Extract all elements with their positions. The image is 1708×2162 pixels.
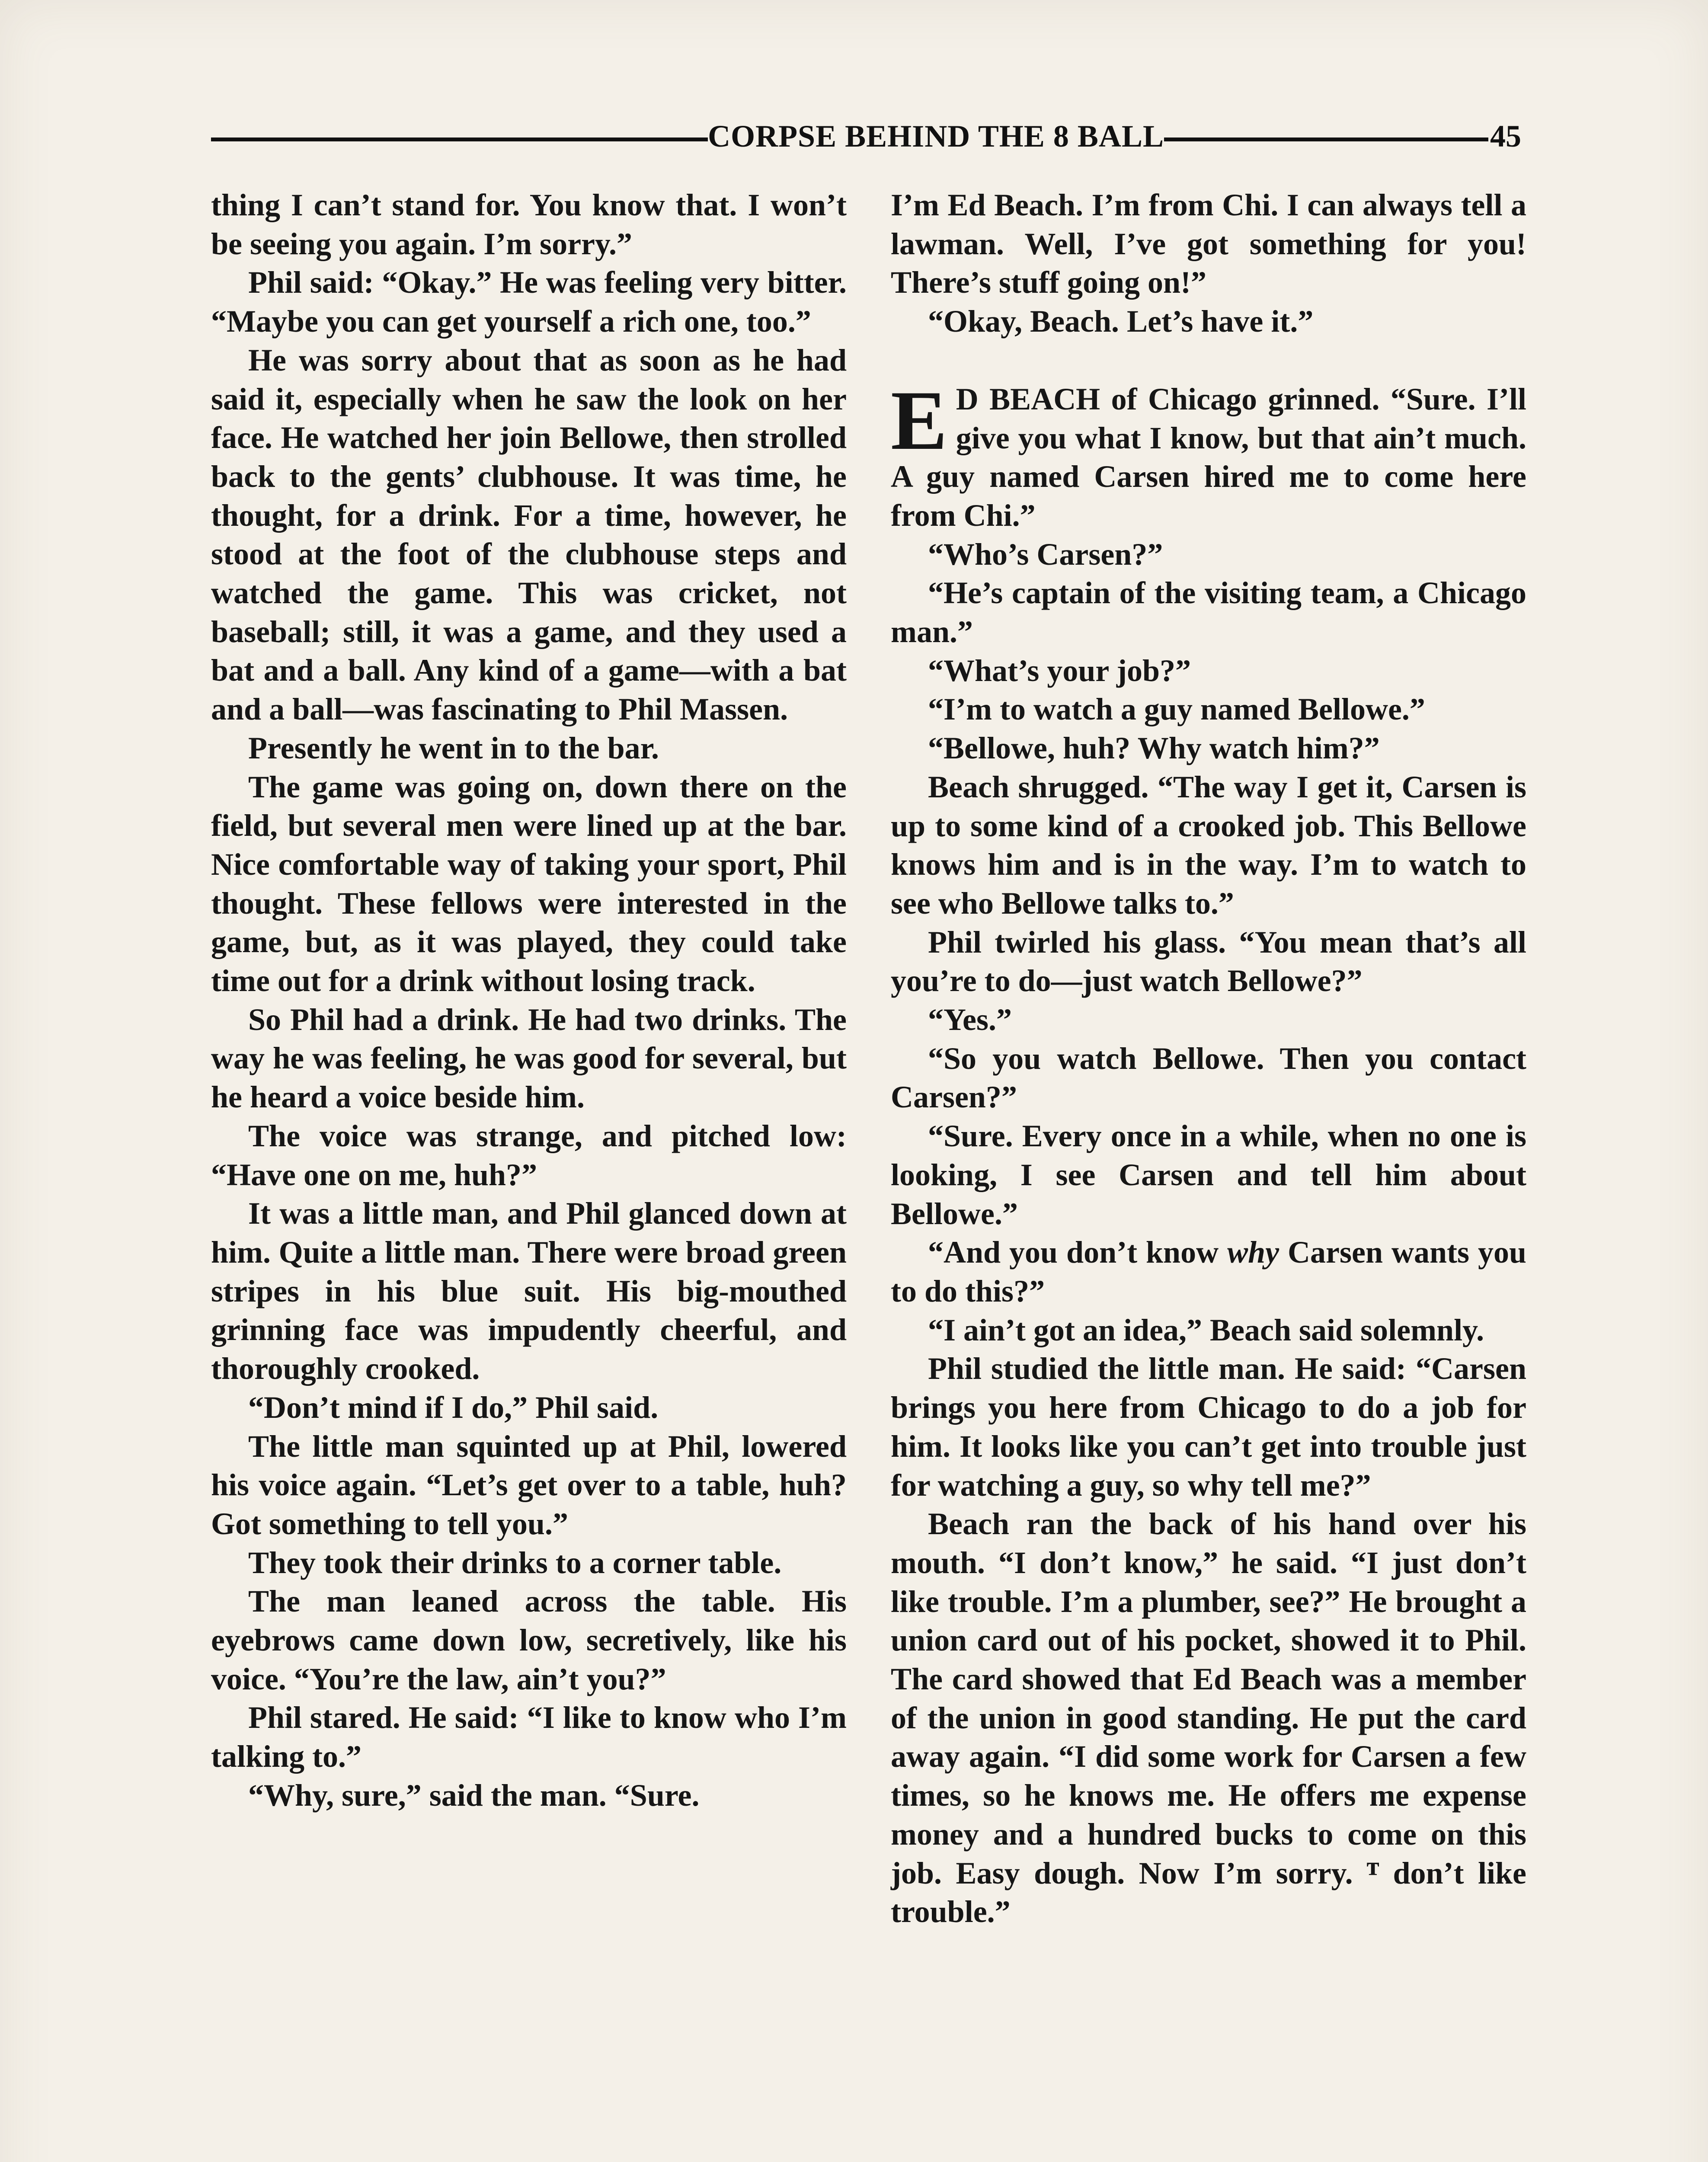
paragraph: Phil studied the little man. He said: “Carsen brings you here from Chicago to do a job for him. It looks like you can’t get into trouble just for watching a guy, so why tell me?” — [891, 1351, 1526, 1503]
running-head — [211, 112, 1521, 160]
paragraph: “Okay, Beach. Let’s have it.” — [928, 304, 1314, 339]
paragraph: “He’s captain of the visiting team, a Chicago man.” — [891, 576, 1526, 649]
text-after: Carsen wants you to do this?” — [891, 1235, 1526, 1308]
text-before: “And you don’t know — [928, 1235, 1228, 1270]
paragraph: The voice was strange, and pitched low: “Have one on me, huh?” — [211, 1118, 847, 1192]
paragraph: So Phil had a drink. He had two drinks. The way he was feeling, he was good for several, but he heard a voice beside him. — [211, 1002, 847, 1115]
paragraph: “So you watch Bellowe. Then you contact Carsen?” — [891, 1041, 1526, 1115]
section-opening-paragraph — [891, 373, 1526, 535]
paragraph: “I ain’t got an idea,” Beach said solemnly. — [928, 1312, 1484, 1347]
paragraph: I’m Ed Beach. I’m from Chi. I can always tell a lawman. Well, I’ve got something for you! There’s stuff going on!” — [891, 188, 1526, 300]
left-column — [211, 186, 847, 1815]
paragraph: The game was going on, down there on the field, but several men were lined up at the bar. Nice comfortable way of taking your sport, Phil thought. These fellows were interested in the game, but, as it was played, they could take time out for a drink without losing track. — [211, 769, 847, 998]
drop-cap: E — [891, 373, 947, 467]
paragraph: Beach shrugged. “The way I get it, Carsen is up to some kind of a crooked job. This Bellowe knows him and is in the way. I’m to watch to see who Bellowe talks to.” — [891, 769, 1526, 921]
paragraph: Phil said: “Okay.” He was feeling very bitter. “Maybe you can get yourself a rich one, too.” — [211, 265, 847, 339]
paragraph: “I’m to watch a guy named Bellowe.” — [928, 692, 1425, 727]
paragraph: The man leaned across the table. His eyebrows came down low, secretively, like his voice. “You’re the law, ain’t you?” — [211, 1584, 847, 1696]
paragraph: They took their drinks to a corner table. — [248, 1545, 782, 1580]
header-rule-left — [211, 138, 708, 141]
paragraph: “Why, sure,” said the man. “Sure. — [248, 1778, 700, 1813]
header-rule-right — [1164, 138, 1488, 141]
paragraph: thing I can’t stand for. You know that. I won’t be seeing you again. I’m sorry.” — [211, 188, 847, 261]
paragraph: The little man squinted up at Phil, lowered his voice again. “Let’s get over to a table, huh? Got something to tell you.” — [211, 1429, 847, 1541]
page-number: 45 — [1490, 118, 1521, 154]
paragraph: Phil stared. He said: “I like to know who I’m talking to.” — [211, 1700, 847, 1774]
story-title: CORPSE BEHIND THE 8 BALL — [708, 118, 1164, 154]
paragraph: “What’s your job?” — [928, 653, 1191, 688]
paragraph: “Don’t mind if I do,” Phil said. — [248, 1390, 659, 1425]
paragraph: He was sorry about that as soon as he had said it, especially when he saw the look on her face. He watched her join Bellowe, then strolled back to the gents’ clubhouse. It was time, he thought, for a drink. For a time, however, he stood at the foot of the clubhouse steps and watched the game. This was cricket, not baseball; still, it was a game, and they used a bat and a ball. Any kind of a game—with a bat and a ball—was fascinating to Phil Massen. — [211, 342, 847, 727]
paragraph: “Bellowe, huh? Why watch him?” — [928, 731, 1380, 766]
emphasis-why: why — [1227, 1235, 1279, 1270]
paragraph: “Sure. Every once in a while, when no one is looking, I see Carsen and tell him about Bellowe.” — [891, 1119, 1526, 1231]
right-column — [891, 186, 1526, 1932]
paragraph-why — [891, 1233, 1526, 1311]
paragraph: Presently he went in to the bar. — [248, 730, 659, 765]
paragraph: “Who’s Carsen?” — [928, 537, 1163, 572]
paragraph: Beach ran the back of his hand over his mouth. “I don’t know,” he said. “I just don’t like trouble. I’m a plumber, see?” He brought a union card out of his pocket, showed it to Phil. The card showed that Ed Beach was a member of the union in good standing. He put the card away again. “I did some work for Carsen a few times, so he knows me. He offers me expense money and a hundred bucks to come on this job. Easy dough. Now I’m sorry. ᵀ don’t like trouble.” — [891, 1506, 1526, 1929]
paragraph: “Yes.” — [928, 1002, 1012, 1037]
paragraph: Phil twirled his glass. “You mean that’s all you’re to do—just watch Bellowe?” — [891, 924, 1526, 998]
paragraph: It was a little man, and Phil glanced down at him. Quite a little man. There were broad green stripes in his blue suit. His big-mouthed grinning face was impudently cheerful, and thoroughly crooked. — [211, 1196, 847, 1386]
opening-text: D BEACH of Chicago grinned. “Sure. I’ll give you what I know, but that ain’t much. A guy named Carsen hired me to come here from Chi.” — [891, 381, 1526, 533]
